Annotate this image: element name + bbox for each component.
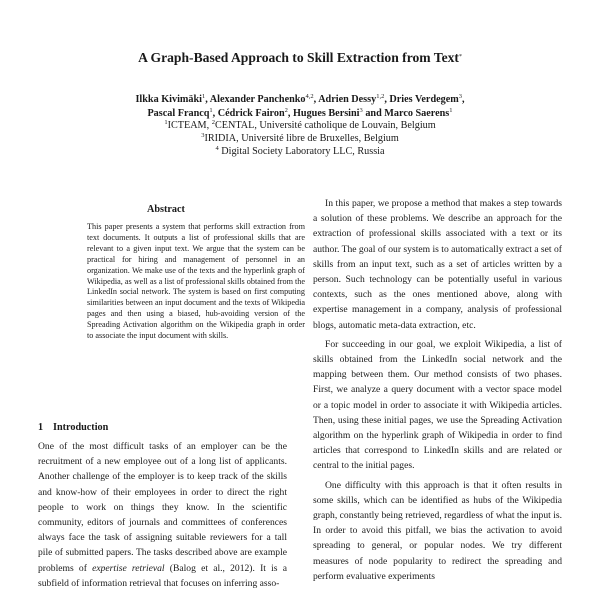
affiliation-line-1: $^1$ICTEAM, $^2$CENTAL, Université catholique de Louvain, Belgium <box>164 119 436 131</box>
author-name: Alexander Panchenko <box>209 94 306 105</box>
section-heading-introduction <box>38 421 108 434</box>
author-name: Adrien Dessy <box>318 94 377 105</box>
author-line-1: Ilkka Kivimäki$^1$, Alexander Panchenko$^{4,2}$, Adrien Dessy$^{1,2}$, Dries Verdegem$^3$, <box>135 93 465 105</box>
title-footnote-marker: * <box>458 54 462 60</box>
section-title: Introduction <box>53 422 109 433</box>
body-paragraph-1: In this paper, we propose a method that makes a step towards a solution of these problems. We describe an approach for the extraction of professional skills associated with a text or its author. The goal of our system is to automatically extract a set of skills from an input text, such as a set of articles written by a person. Such technology can be potentially useful in various contexts, such as the ones mentioned above, along with expertise management in a company, analysis of professional blogs, automatic meta-data extraction, etc. <box>313 198 562 331</box>
author-name: Dries Verdegem <box>389 94 459 105</box>
intro-paragraph-1: One of the most difficult tasks of an employer can be the recruitment of a new employee out of a long list of applicants. Another challenge of the employer is to keep track of the skills and know-how of their employees in order to direct the right people to work on things they know. In the scientific community, editors of journals and committees of conferences always face the task of assigning suitable reviewers for a tall pile of submitted papers. The tasks described above are example problems of expertise retrieval (Balog et al., 2012). It is a subfield of information retrieval that focuses on inferring asso- <box>38 441 287 589</box>
abstract-heading: Abstract <box>147 204 185 215</box>
author-name: Ilkka Kivimäki <box>135 94 202 105</box>
affiliation-line-3: $^4$ Digital Society Laboratory LLC, Russia <box>215 145 385 157</box>
author-name: Marco Saerens <box>384 108 450 119</box>
author-name: Pascal Francq <box>147 108 210 119</box>
affiliation-line-2: $^3$IRIDIA, Université libre de Bruxelles, Belgium <box>201 132 399 144</box>
section-number: 1 <box>38 422 44 433</box>
author-line-2: Pascal Francq$^1$, Cédrick Fairon$^2$, Hugues Bersini$^3$ and Marco Saerens$^1$ <box>147 107 453 119</box>
author-name: Hugues Bersini <box>293 108 360 119</box>
right-column-body <box>313 196 562 584</box>
author-list <box>0 93 600 121</box>
body-paragraph-3: One difficulty with this approach is that it often results in some skills, which can be identified as hubs of the Wikipedia graph, constantly being retrieved, regardless of what the input is. In order to avoid this pitfall, we bias the activation to avoid spreading to general, or popular nodes. We try different measures of node popularity to redirect the spreading and perform evaluative experiments <box>313 479 562 582</box>
abstract-text: This paper presents a system that performs skill extraction from text documents. It outputs a list of professional skills that are relevant to a given input text. We argue that the system can be practical for hiring and management of personnel in an organization. We make use of the texts and the hyperlink graph of Wikipedia, as well as a list of professional skills obtained from the LinkedIn social network. The system is based on first computing similarities between an input document and the texts of Wikipedia pages and then using a biased, hub-avoiding version of the Spreading Activation algorithm on the Wikipedia graph in order to associate the input document with skills. <box>87 222 305 341</box>
affiliation-list <box>0 119 600 158</box>
paper-title: A Graph-Based Approach to Skill Extraction from Text* <box>138 50 462 65</box>
emphasis-term: expertise retrieval <box>92 562 165 574</box>
body-paragraph-2: For succeeding in our goal, we exploit Wikipedia, a list of skills obtained from the LinkedIn social network and the mapping between them. Our method consists of two phases. First, we analyze a query document with a vector space model or a topic model in order to associate it with Wikipedia articles. Then, using these initial pages, we use the Spreading Activation algorithm on the hyperlink graph of Wikipedia in order to find articles that correspond to LinkedIn skills and are related or central to the initial pages. <box>313 338 562 472</box>
author-name: Cédrick Fairon <box>217 108 285 119</box>
left-column-body <box>38 439 287 591</box>
